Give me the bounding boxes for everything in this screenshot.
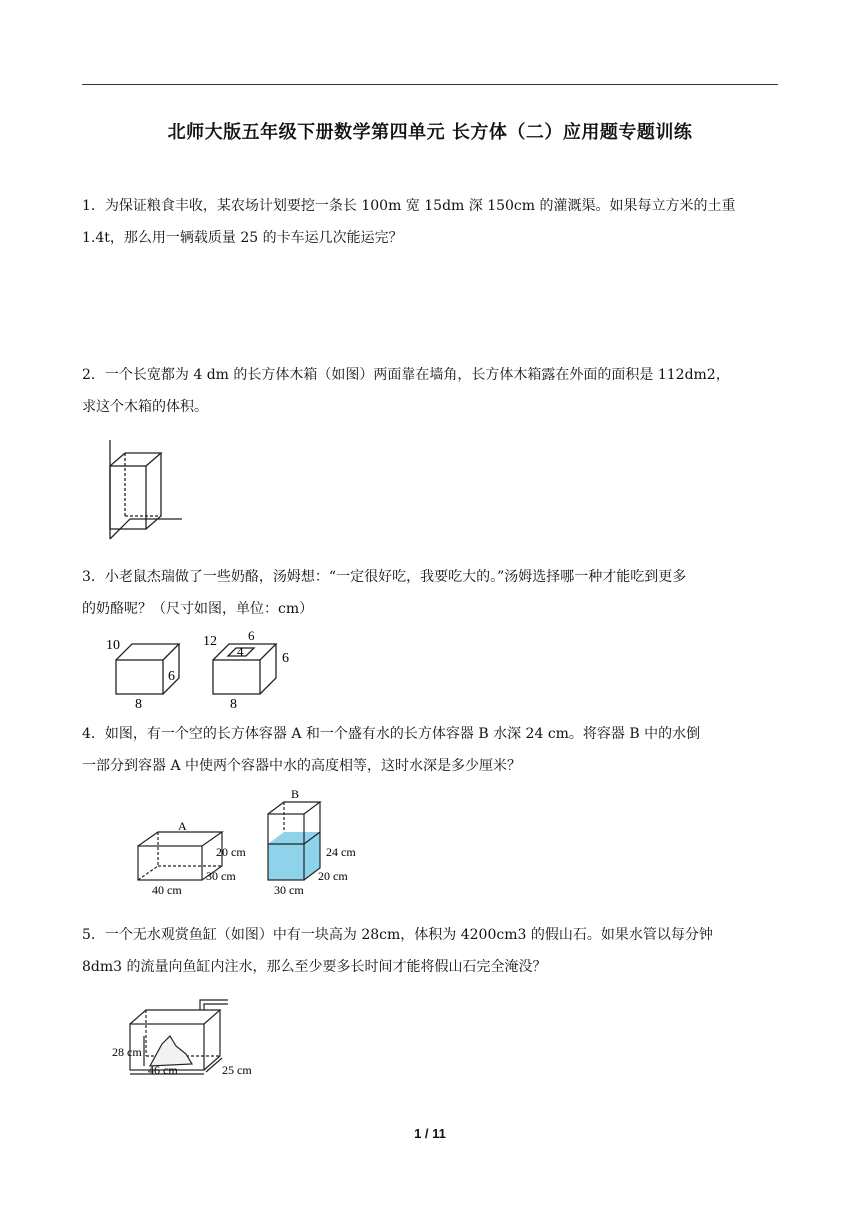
question-5-line-2: 8dm3 的流量向鱼缸内注水，那么至少要多长时间才能将假山石完全淹没？ <box>82 959 547 975</box>
container-b-water-label: 24 cm <box>326 845 356 859</box>
question-5 <box>82 919 782 983</box>
tank-width-label: 46 cm <box>148 1063 178 1076</box>
tank-depth-label: 25 cm <box>222 1063 252 1076</box>
question-1-line-2: 1.4t，那么用一辆载质量 25 的卡车运几次能运完？ <box>82 230 403 246</box>
cheese-left-right-label: 6 <box>168 669 175 684</box>
container-a-hidden-edge <box>138 866 158 880</box>
question-2-line-1: 2．一个长宽都为 4 dm 的长方体木箱（如图）两面靠在墙角，长方体木箱露在外面的面积是 112dm2， <box>82 367 730 383</box>
container-a-width-label: 40 cm <box>152 883 182 897</box>
rock-shape <box>150 1036 192 1066</box>
page-title: 北师大版五年级下册数学第四单元 长方体（二）应用题专题训练 <box>167 122 693 143</box>
cheese-figure <box>100 628 310 712</box>
cheese-right-bottom-label: 8 <box>230 697 237 712</box>
water-pipe <box>204 1004 228 1010</box>
container-b-depth-label: 20 cm <box>318 869 348 883</box>
question-3-line-1: 3．小老鼠杰瑞做了一些奶酪，汤姆想：“一定很好吃，我要吃大的。”汤姆选择哪一种才能吃到更多 <box>82 569 687 585</box>
question-4 <box>82 718 782 782</box>
box-top <box>110 453 161 466</box>
container-a-depth-label: 30 cm <box>206 869 236 883</box>
corner-box-figure <box>100 436 190 541</box>
containers-figure <box>130 786 370 898</box>
container-b-top <box>268 802 320 814</box>
question-4-line-2: 一部分到容器 A 中使两个容器中水的高度相等，这时水深是多少厘米？ <box>82 758 522 774</box>
cheese-hole-label: 4 <box>237 644 244 659</box>
container-a-height-label: 20 cm <box>216 845 246 859</box>
question-2-line-2: 求这个木箱的体积。 <box>82 399 208 415</box>
container-a-front <box>138 846 202 880</box>
cheese-right-top-label: 12 <box>203 634 217 649</box>
container-b-label: B <box>291 787 300 801</box>
depth-dimension-line <box>206 1058 222 1072</box>
question-3 <box>82 561 782 625</box>
container-a-label: A <box>178 819 187 833</box>
question-4-line-1: 4．如图，有一个空的长方体容器 A 和一个盛有水的长方体容器 B 水深 24 cm。将容器 B 中的水倒 <box>82 726 701 742</box>
cheese-left-front <box>116 660 163 694</box>
question-1-line-1: 1．为保证粮食丰收，某农场计划要挖一条长 100m 宽 15dm 深 150cm 的灌溉渠。如果每立方米的土重 <box>82 198 736 214</box>
question-5-line-1: 5．一个无水观赏鱼缸（如图）中有一块高为 28cm，体积为 4200cm3 的假山石。如果水管以每分钟 <box>82 927 713 943</box>
cheese-left-top <box>116 644 179 660</box>
container-b-width-label: 30 cm <box>274 883 304 897</box>
page-number: 1 / 11 <box>414 1126 446 1141</box>
cheese-right-right-label: 6 <box>282 651 289 666</box>
question-1 <box>82 190 782 254</box>
tank-height-label: 28 cm <box>112 1045 142 1059</box>
cheese-right-front <box>213 660 260 694</box>
cheese-left-top-label: 10 <box>106 638 120 653</box>
fish-tank-figure <box>110 994 270 1076</box>
container-b-water <box>268 832 320 880</box>
cheese-right-top <box>213 644 276 660</box>
header-rule <box>82 84 778 85</box>
question-3-line-2: 的奶酪呢？（尺寸如图，单位：cm） <box>82 601 314 617</box>
container-a-top <box>138 832 222 846</box>
question-2 <box>82 359 782 423</box>
tank-top <box>130 1010 220 1024</box>
cheese-hole-top-label: 6 <box>248 628 255 643</box>
tank-side <box>204 1010 220 1070</box>
cheese-left-bottom-label: 8 <box>135 697 142 712</box>
